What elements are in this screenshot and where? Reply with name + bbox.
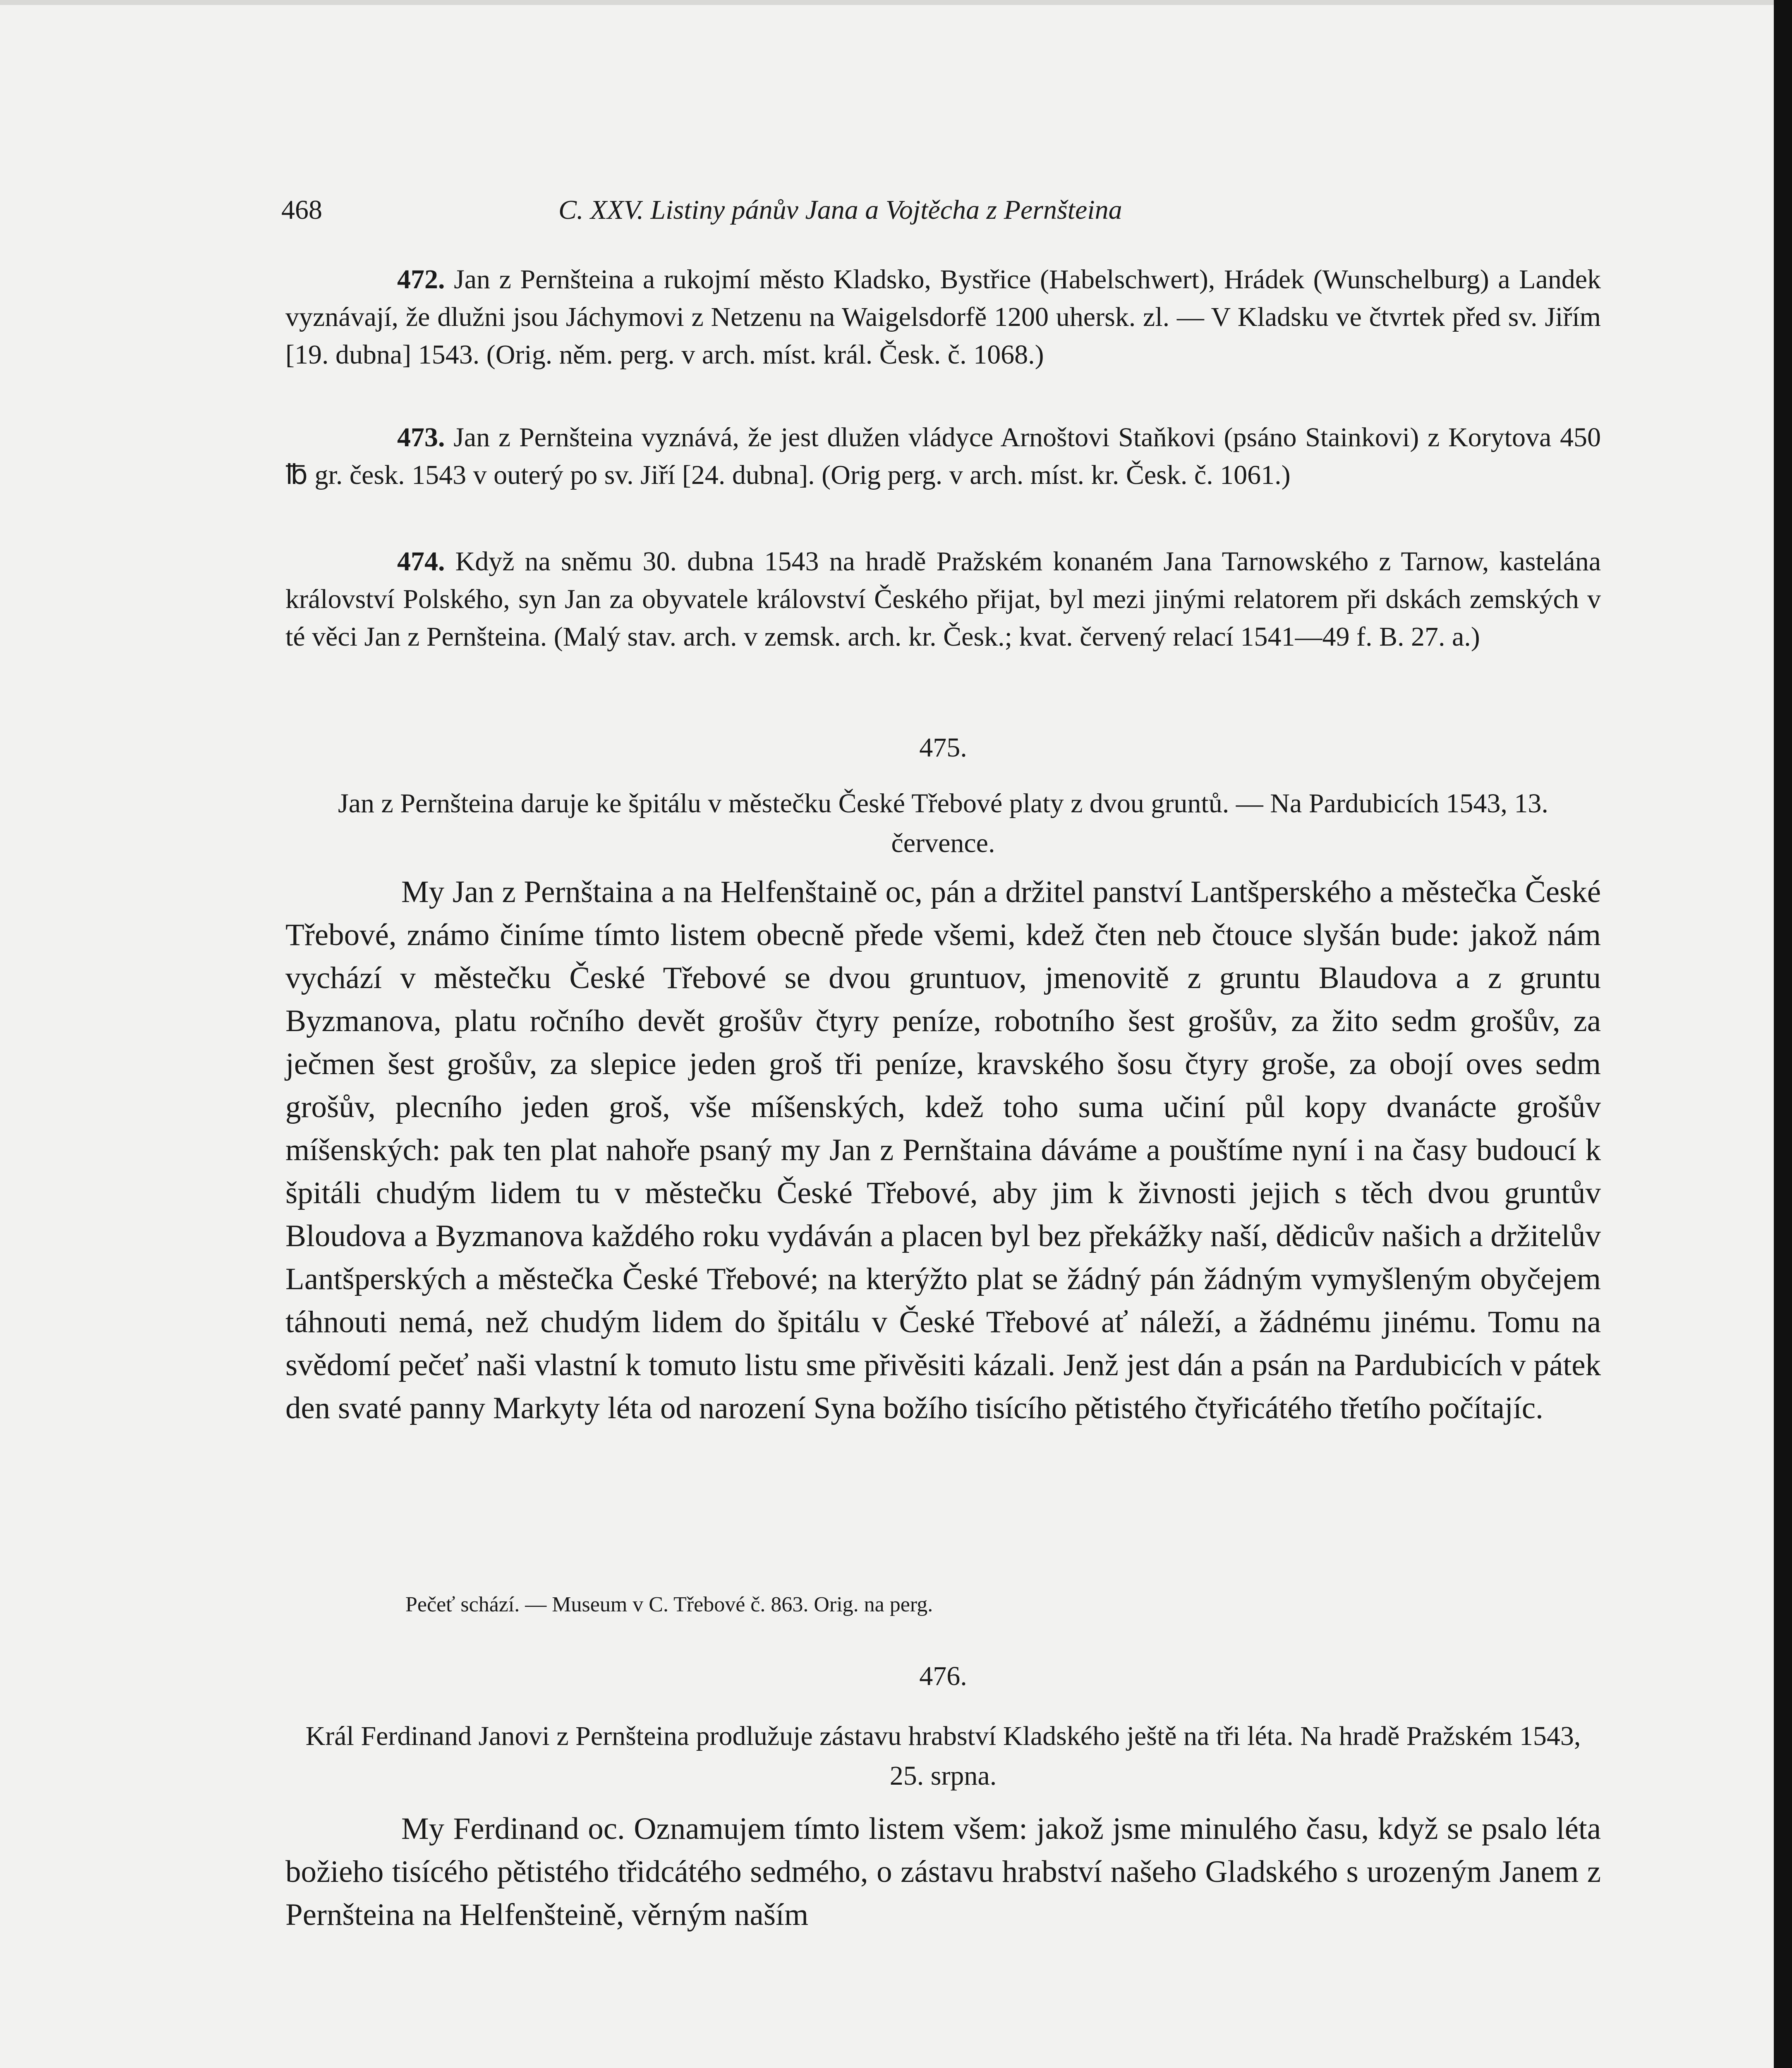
scan-border <box>1774 0 1792 2068</box>
doc-number-475: 475. <box>919 732 967 763</box>
page-number: 468 <box>281 195 322 225</box>
top-edge <box>0 0 1792 5</box>
regest-472 <box>285 261 1601 373</box>
regest-473 <box>285 419 1601 494</box>
doc-number-476: 476. <box>919 1661 967 1691</box>
running-title: C. XXV. Listiny pánův Jana a Vojtěcha z Pernšteina <box>558 195 1122 225</box>
doc-body-476: My Ferdinand oc. Oznamujem tímto listem všem: jakož jsme minulého času, když se psalo léta božieho tisícého pětistého třidcátého sedmého, o zástavu hrabství našeho Gladského s urozeným Janem z Pernšteina na Helfenšteině, věrným naším <box>285 1812 1601 1932</box>
regest-number: 473. <box>397 422 445 452</box>
regest-number: 474. <box>397 546 445 577</box>
doc-title-476: Král Ferdinand Janovi z Pernšteina prodlužuje zástavu hrabství Kladského ještě na tři léta. Na hradě Pražském 1543, 25. srpna. <box>305 1721 1581 1791</box>
regest-text: Jan z Pernšteina a rukojmí město Kladsko, Bystřice (Habelschwert), Hrádek (Wunschelburg) a Landek vyznávají, že dlužni jsou Jáchymovi z Netzenu na Waigelsdorfě 1200 uhersk. zl. — V Kladsku ve čtvrtek před sv. Jiřím [19. dubna] 1543. (Orig. něm. perg. v arch. míst. král. Česk. č. 1068.) <box>285 264 1601 370</box>
doc-note-475: Pečeť schází. — Museum v C. Třebové č. 863. Orig. na perg. <box>405 1593 933 1616</box>
doc-title-475: Jan z Pernšteina daruje ke špitálu v městečku České Třebové platy z dvou gruntů. — Na Pardubicích 1543, 13. července. <box>338 788 1548 858</box>
regest-text: Když na sněmu 30. dubna 1543 na hradě Pražském konaném Jana Tarnowského z Tarnow, kastelána království Polského, syn Jan za obyvatele království Českého přijat, byl mezi jinými relatorem při dskách zemských v té věci Jan z Pernšteina. (Malý stav. arch. v zemsk. arch. kr. Česk.; kvat. červený relací 1541—49 f. B. 27. a.) <box>285 546 1601 652</box>
regest-text: Jan z Pernšteina vyznává, že jest dlužen vládyce Arnoštovi Staňkovi (psáno Stainkovi) z Korytova 450 ℔ gr. česk. 1543 v outerý po sv. Jiří [24. dubna]. (Orig perg. v arch. míst. kr. Česk. č. 1061.) <box>285 422 1601 490</box>
regest-number: 472. <box>397 264 445 294</box>
page-header <box>281 194 1332 244</box>
regest-474 <box>285 543 1601 656</box>
doc-body-475: My Jan z Pernštaina a na Helfenštaině oc, pán a držitel panství Lantšperského a městečka České Třebové, známo činíme tímto listem obecně přede všemi, kdež čten neb čtouce slyšán bude: jakož nám vychází v městečku České Třebové se dvou gruntuov, jmenovitě z gruntu Blaudova a z gruntu Byzmanova, platu ročního devět grošův čtyry peníze, robotního šest grošův, za žito sedm grošův, za ječmen šest grošův, za slepice jeden groš tři peníze, kravského šosu čtyry groše, za obojí oves sedm grošův, plecního jeden groš, vše míšenských, kdež toho suma učiní půl kopy dvanácte grošův míšenských: pak ten plat nahoře psaný my Jan z Pernštaina dáváme a pouštíme nyní i na časy budoucí k špitáli chudým lidem tu v městečku České Třebové, aby jim k živnosti jejich s těch dvou gruntův Bloudova a Byzmanova každého roku vydáván a placen byl bez překážky naší, dědicův našich a držitelův Lantšperských a městečka České Třebové; na kterýžto plat se žádný pán žádným vymyšleným obyčejem táhnouti nemá, než chudým lidem do špitálu v České Třebové ať náleží, a žádnému jinému. Tomu na svědomí pečeť naši vlastní k tomuto listu sme přivěsiti kázali. Jenž jest dán a psán na Pardubicích v pátek den svaté panny Markyty léta od narození Syna božího tisícího pětistého čtyřicátého třetího počítajíc. <box>285 875 1601 1425</box>
